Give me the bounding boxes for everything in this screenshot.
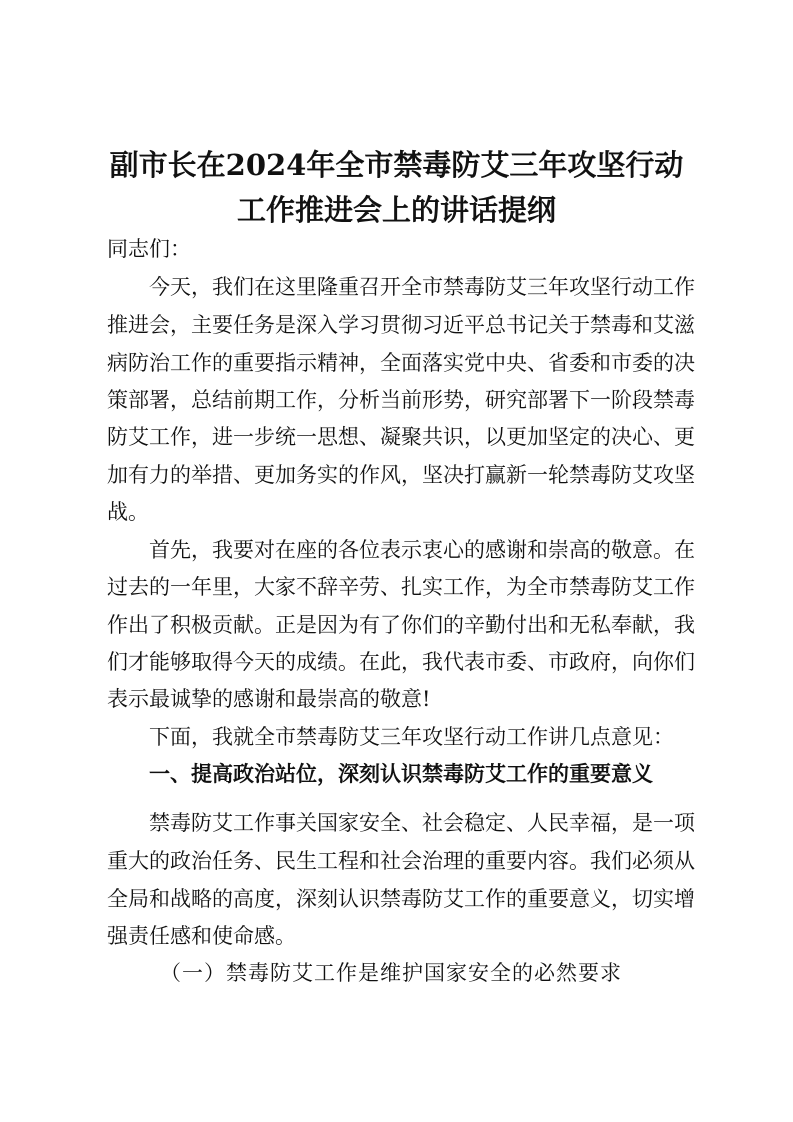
paragraph-1-line: 加有力的举措、更加务实的作风，坚决打赢新一轮禁毒防艾攻坚 [107,463,695,487]
paragraph-4-line: 全局和战略的高度，深刻认识禁毒防艾工作的重要意义，切实增 [107,887,695,911]
subsection-heading-1-1: （一）禁毒防艾工作是维护国家安全的必然要求 [160,961,622,985]
paragraph-2-line: 过去的一年里，大家不辞辛劳、扎实工作，为全市禁毒防艾工作 [107,575,695,599]
document-title-line-1: 副市长在2024年全市禁毒防艾三年攻坚行动 [109,148,684,182]
paragraph-2-line: 们才能够取得今天的成绩。在此，我代表市委、市政府，向你们 [107,650,695,674]
paragraph-1-line: 策部署，总结前期工作，分析当前形势，研究部署下一阶段禁毒 [107,388,695,412]
document-title-line-2: 工作推进会上的讲话提纲 [236,193,556,227]
paragraph-1-line: 防艾工作，进一步统一思想、凝聚共识，以更加坚定的决心、更 [107,425,695,449]
salutation: 同志们： [107,237,191,261]
paragraph-1-line: 推进会，主要任务是深入学习贯彻习近平总书记关于禁毒和艾滋 [107,313,695,337]
paragraph-4-line: 重大的政治任务、民生工程和社会治理的重要内容。我们必须从 [107,849,695,873]
paragraph-2-line: 首先，我要对在座的各位表示衷心的感谢和崇高的敬意。在 [149,538,695,562]
section-heading-1: 一、提高政治站位，深刻认识禁毒防艾工作的重要意义 [149,762,653,786]
paragraph-4-line: 禁毒防艾工作事关国家安全、社会稳定、人民幸福，是一项 [149,811,695,835]
paragraph-3: 下面，我就全市禁毒防艾三年攻坚行动工作讲几点意见： [149,725,674,749]
paragraph-1-line: 战。 [107,500,149,524]
paragraph-2-line: 表示最诚挚的感谢和最崇高的敬意! [107,687,431,711]
paragraph-2-line: 作出了积极贡献。正是因为有了你们的辛勤付出和无私奉献，我 [107,613,695,637]
paragraph-1-line: 病防治工作的重要指示精神，全面落实党中央、省委和市委的决 [107,351,695,375]
paragraph-1-line: 今天，我们在这里隆重召开全市禁毒防艾三年攻坚行动工作 [149,275,695,299]
paragraph-4-line: 强责任感和使命感。 [107,924,296,948]
